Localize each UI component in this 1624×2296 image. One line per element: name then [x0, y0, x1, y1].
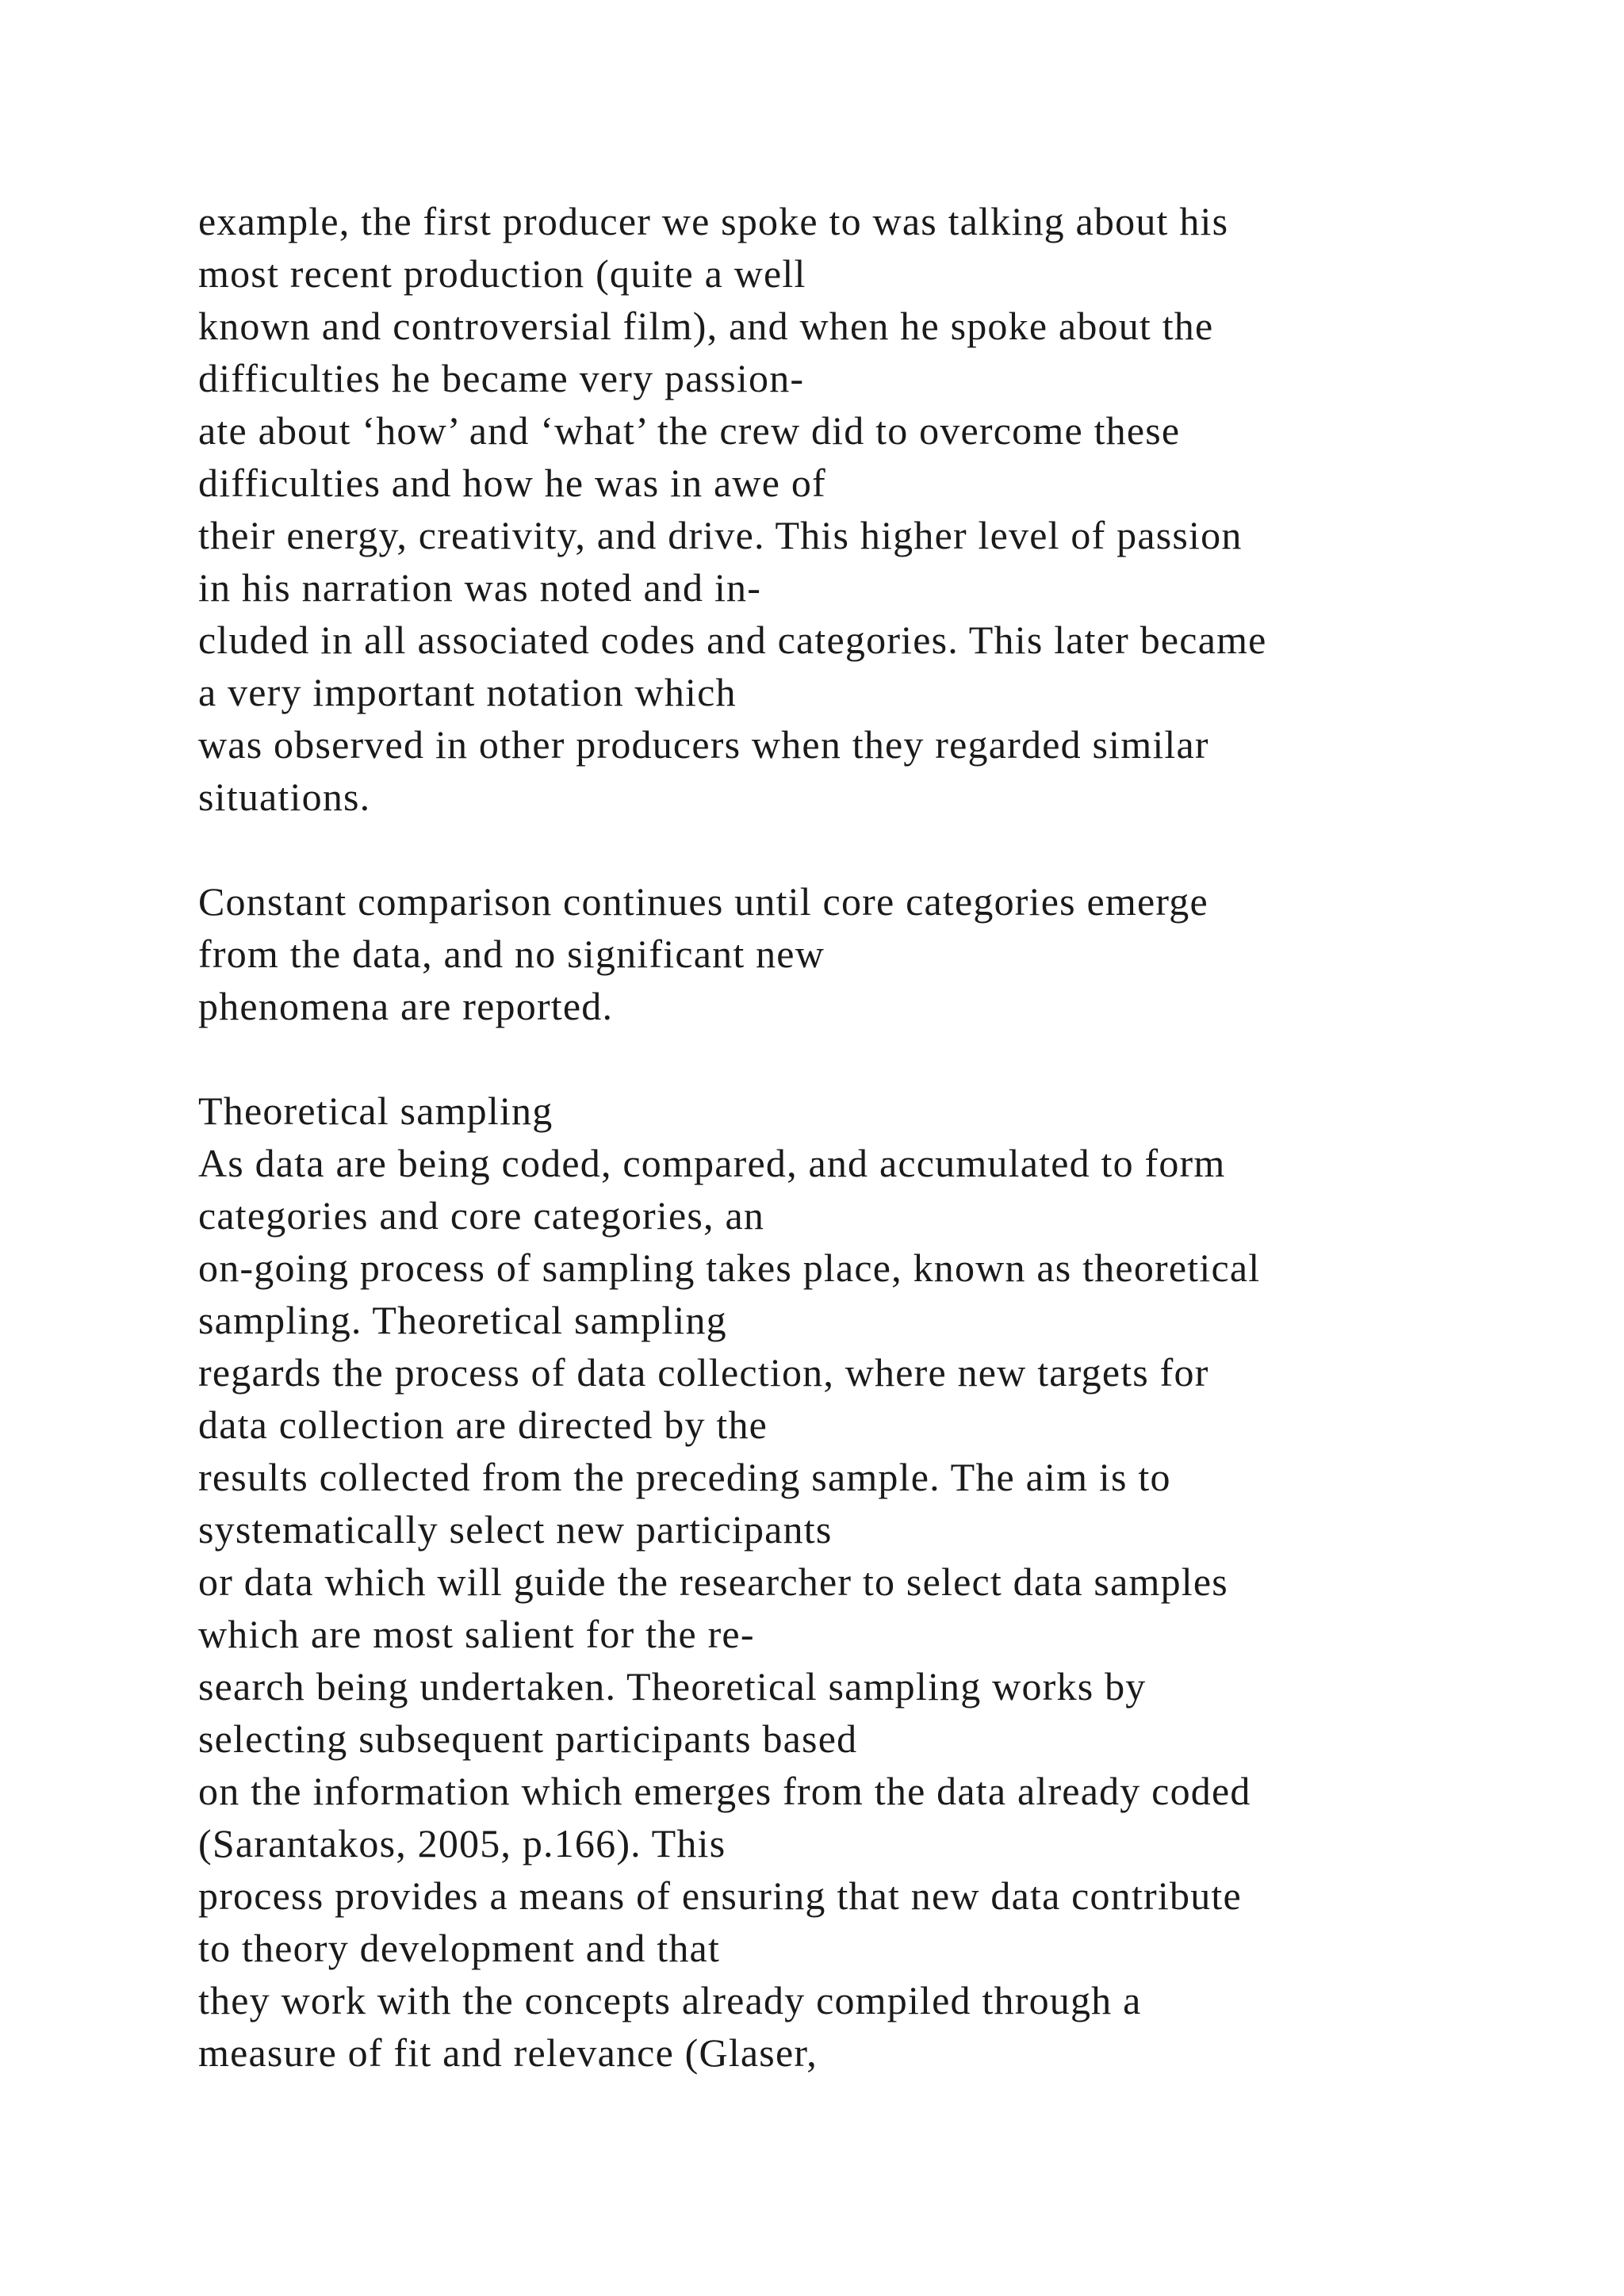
text-line: difficulties and how he was in awe of — [198, 461, 826, 505]
section-heading: Theoretical sampling — [198, 1089, 553, 1133]
text-line: measure of fit and relevance (Glaser, — [198, 2030, 818, 2075]
text-line: data collection are directed by the — [198, 1402, 768, 1447]
text-line: process provides a means of ensuring that new data contribute — [198, 1873, 1242, 1918]
paragraph-1 — [198, 195, 1562, 823]
text-line: search being undertaken. Theoretical sampling works by — [198, 1664, 1147, 1709]
paragraph-3 — [198, 1085, 1562, 2079]
text-line: they work with the concepts already compiled through a — [198, 1978, 1142, 2022]
text-line: difficulties he became very passion- — [198, 356, 805, 400]
paragraph-spacer — [198, 823, 1562, 875]
body-text — [198, 195, 1562, 2079]
text-line: situations. — [198, 775, 371, 819]
text-line: sampling. Theoretical sampling — [198, 1298, 727, 1342]
text-line: (Sarantakos, 2005, p.166). This — [198, 1821, 726, 1866]
text-line: on-going process of sampling takes place, known as theoretical — [198, 1246, 1261, 1290]
text-line: regards the process of data collection, where new targets for — [198, 1350, 1209, 1395]
text-line: which are most salient for the re- — [198, 1612, 755, 1656]
text-line: to theory development and that — [198, 1926, 721, 1970]
text-line: example, the first producer we spoke to was talking about his — [198, 199, 1229, 243]
paragraph-2 — [198, 875, 1562, 1032]
text-line: Constant comparison continues until core categories emerge — [198, 879, 1208, 924]
text-line: results collected from the preceding sample. The aim is to — [198, 1455, 1171, 1499]
text-line: or data which will guide the researcher to select data samples — [198, 1559, 1228, 1604]
text-line: on the information which emerges from the data already coded — [198, 1769, 1251, 1813]
text-line: categories and core categories, an — [198, 1193, 765, 1238]
text-line: most recent production (quite a well — [198, 251, 806, 296]
text-line: systematically select new participants — [198, 1507, 833, 1552]
text-line: ate about ‘how’ and ‘what’ the crew did to overcome these — [198, 408, 1181, 453]
text-line: phenomena are reported. — [198, 984, 614, 1028]
text-line: from the data, and no significant new — [198, 932, 825, 976]
paragraph-spacer — [198, 1032, 1562, 1085]
text-line: a very important notation which — [198, 670, 737, 714]
text-line: in his narration was noted and in- — [198, 565, 762, 610]
text-line: was observed in other producers when they regarded similar — [198, 722, 1209, 767]
text-line: As data are being coded, compared, and accumulated to form — [198, 1141, 1226, 1185]
text-line: their energy, creativity, and drive. This higher level of passion — [198, 513, 1243, 557]
text-line: cluded in all associated codes and categories. This later became — [198, 618, 1267, 662]
text-line: known and controversial film), and when he spoke about the — [198, 304, 1214, 348]
text-line: selecting subsequent participants based — [198, 1716, 858, 1761]
